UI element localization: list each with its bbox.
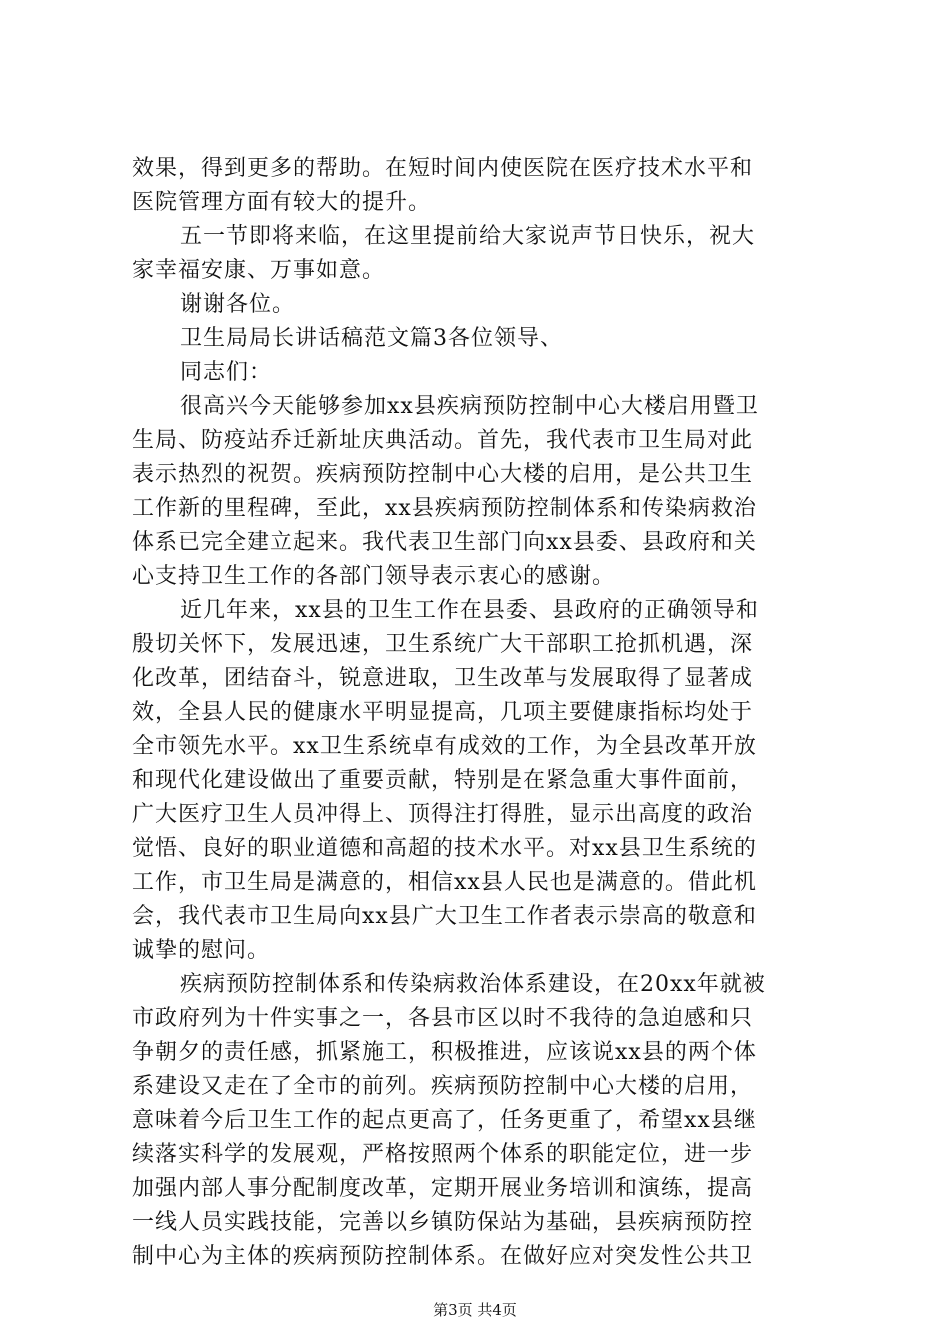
text-line: 觉悟、良好的职业道德和高超的技术水平。对xx县卫生系统的 — [132, 836, 757, 861]
text-line: 工作新的里程碑，至此，xx县疾病预防控制体系和传染病救治 — [132, 496, 757, 521]
text-line: 系建设又走在了全市的前列。疾病预防控制中心大楼的启用， — [132, 1074, 754, 1099]
text-line: 表示热烈的祝贺。疾病预防控制中心大楼的启用，是公共卫生 — [132, 462, 754, 487]
text-line: 效，全县人民的健康水平明显提高，几项主要健康指标均处于 — [132, 700, 754, 725]
text-line: 五一节即将来临，在这里提前给大家说声节日快乐，祝大 — [180, 224, 756, 249]
text-line: 会，我代表市卫生局向xx县广大卫生工作者表示崇高的敬意和 — [132, 904, 757, 929]
text-line: 家幸福安康、万事如意。 — [132, 258, 386, 283]
text-line: 心支持卫生工作的各部门领导表示衷心的感谢。 — [132, 564, 616, 589]
text-line: 同志们： — [180, 360, 273, 385]
text-line: 续落实科学的发展观，严格按照两个体系的职能定位，进一步 — [132, 1142, 754, 1167]
text-line: 很高兴今天能够参加xx县疾病预防控制中心大楼启用暨卫 — [180, 394, 759, 419]
text-line: 近几年来，xx县的卫生工作在县委、县政府的正确领导和 — [180, 598, 759, 623]
text-line: 诚挚的慰问。 — [132, 938, 271, 963]
text-line: 生局、防疫站乔迁新址庆典活动。首先，我代表市卫生局对此 — [132, 428, 754, 453]
text-line: 卫生局局长讲话稿范文篇3各位领导、 — [180, 326, 563, 351]
text-line: 化改革，团结奋斗，锐意进取，卫生改革与发展取得了显著成 — [132, 666, 754, 691]
text-line: 谢谢各位。 — [180, 292, 296, 317]
text-line: 广大医疗卫生人员冲得上、顶得注打得胜，显示出高度的政治 — [132, 802, 754, 827]
text-line: 和现代化建设做出了重要贡献，特别是在紧急重大事件面前， — [132, 768, 754, 793]
text-line: 全市领先水平。xx卫生系统卓有成效的工作，为全县改革开放 — [132, 734, 757, 759]
text-line: 医院管理方面有较大的提升。 — [132, 190, 432, 215]
text-line: 疾病预防控制体系和传染病救治体系建设，在20xx年就被 — [180, 972, 766, 997]
page-number-footer: 第3页 共4页 — [433, 1301, 517, 1319]
text-line: 效果，得到更多的帮助。在短时间内使医院在医疗技术水平和 — [132, 156, 754, 181]
text-line: 意味着今后卫生工作的起点更高了，任务更重了，希望xx县继 — [132, 1108, 757, 1133]
text-line: 市政府列为十件实事之一，各县市区以时不我待的急迫感和只 — [132, 1006, 754, 1031]
text-line: 体系已完全建立起来。我代表卫生部门向xx县委、县政府和关 — [132, 530, 757, 555]
text-line: 殷切关怀下，发展迅速，卫生系统广大干部职工抢抓机遇，深 — [132, 632, 754, 657]
text-line: 工作，市卫生局是满意的，相信xx县人民也是满意的。借此机 — [132, 870, 757, 895]
text-line: 争朝夕的责任感，抓紧施工，积极推进，应该说xx县的两个体 — [132, 1040, 757, 1065]
text-line: 一线人员实践技能，完善以乡镇防保站为基础，县疾病预防控 — [132, 1210, 754, 1235]
text-line: 制中心为主体的疾病预防控制体系。在做好应对突发性公共卫 — [132, 1244, 754, 1269]
text-line: 加强内部人事分配制度改革，定期开展业务培训和演练，提高 — [132, 1176, 754, 1201]
